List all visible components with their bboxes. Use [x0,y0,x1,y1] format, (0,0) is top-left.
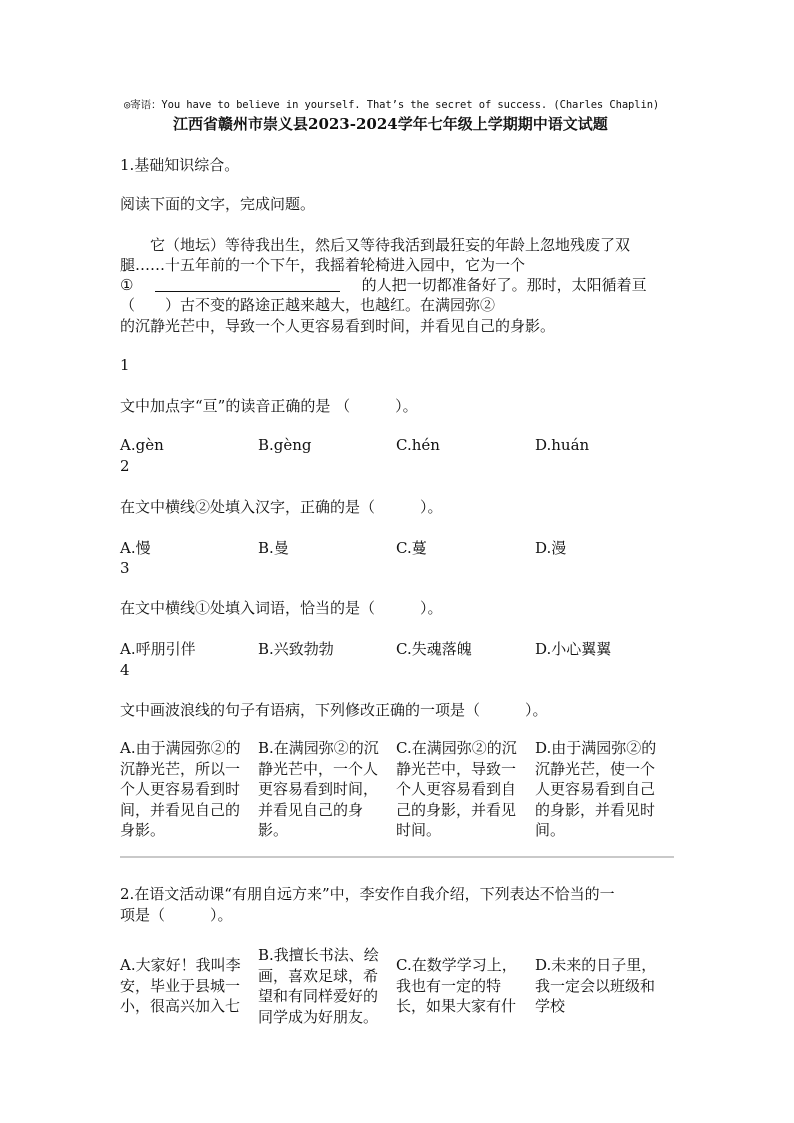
sub-question-stem: 文中画波浪线的句子有语病，下列修改正确的一项是（ ）。 [120,701,548,719]
sub-question-number: 1 [120,356,130,374]
motto-line: ◎寄语：You have to believe in yourself. That’s the secret of success. (Charles Chaplin) [124,99,660,111]
passage-line-4-text: 古不变的路途正越来越大，也越红。在满园弥② [180,296,496,314]
sub-question-stem: 在文中横线②处填入汉字，正确的是（ ）。 [120,498,443,516]
sub-question-stem: 文中加点字“亘”的读音正确的是 （ ）。 [120,397,418,415]
section-divider [120,856,674,858]
option-b[interactable]: B.我擅长书法、绘画，喜欢足球，希望和有同样爱好的同学成为好朋友。 [258,946,379,1026]
option-a[interactable]: A.呼朋引伴 [120,640,196,658]
sub-question-number: 4 [120,661,130,679]
option-b[interactable]: B.在满园弥②的沉静光芒中，一个人更容易看到时间，并看见自己的身影。 [258,739,379,839]
option-a[interactable]: A.大家好！我叫李安，毕业于县城一小，很高兴加入七 [120,956,241,1015]
option-c[interactable]: C.失魂落魄 [396,640,472,658]
option-d[interactable]: D.未来的日子里，我一定会以班级和学校 [535,956,657,1015]
passage-line-4 [120,294,495,315]
pronunciation-blank: （ ） [120,296,181,314]
option-d[interactable]: D.小心翼翼 [535,640,612,658]
option-c[interactable]: C.在数学学习上，我也有一定的特长，如果大家有什 [396,956,517,1015]
option-c[interactable]: C.hén [396,436,440,454]
sub-question-number: 2 [120,457,130,475]
question-1-heading: 1.基础知识综合。 [120,156,240,174]
option-d[interactable]: D.由于满园弥②的沉静光芒，使一个人更容易看到自己的身影，并看见时间。 [535,739,657,839]
blank-marker-1: ① [120,276,134,294]
option-a[interactable]: A.由于满园弥②的沉静光芒，所以一个人更容易看到时间，并看见自己的身影。 [120,739,241,839]
blank-1-line [155,277,340,292]
passage-line-1: 它（地坛）等待我出生，然后又等待我活到最狂妄的年龄上忽地残废了双 [150,236,631,254]
option-b[interactable]: B.曼 [258,539,289,557]
option-c[interactable]: C.蔓 [396,539,427,557]
option-d[interactable]: D.huán [535,436,590,454]
sub-question-stem: 在文中横线①处填入词语，恰当的是（ ）。 [120,599,443,617]
question-2-stem-line-1: 2.在语文活动课“有朋自远方来”中，李安作自我介绍，下列表达不恰当的一 [120,885,615,903]
sub-question-number: 3 [120,559,130,577]
option-a[interactable]: A.gèn [120,436,164,454]
passage-line-5: 的沉静光芒中，导致一个人更容易看到时间，并看见自己的身影。 [120,317,556,335]
option-b[interactable]: B.gèng [258,436,312,454]
passage-line-3-text: 的人把一切都准备好了。那时，太阳循着亘 [361,276,647,294]
question-2-stem-line-2: 项是（ ）。 [120,906,233,924]
option-c[interactable]: C.在满园弥②的沉静光芒中，导致一个人更容易看到自己的身影，并看见时间。 [396,739,517,839]
page-title: 江西省赣州市崇义县2023-2024学年七年级上学期期中语文试题 [173,115,608,133]
option-d[interactable]: D.漫 [535,539,567,557]
passage-line-3 [120,274,647,295]
reading-instruction: 阅读下面的文字，完成问题。 [120,195,316,213]
option-b[interactable]: B.兴致勃勃 [258,640,334,658]
option-a[interactable]: A.慢 [120,539,151,557]
passage-line-2: 腿……十五年前的一个下午，我摇着轮椅进入园中，它为一个 [120,256,526,274]
